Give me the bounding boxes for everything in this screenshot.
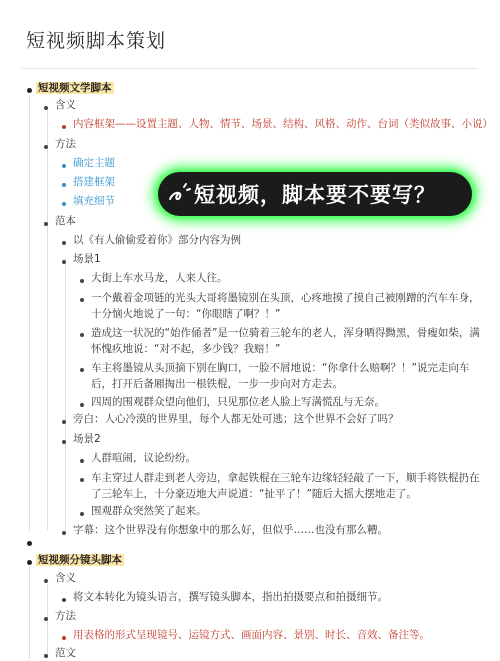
example-label[interactable]: 范文 [55,647,76,659]
title-divider [22,68,478,69]
scene-item[interactable]: 造成这一状况的“始作俑者”是一位骑着三轮车的老人，浑身晒得黝黑，骨瘦如柴，满怀愧疚地说：“对不起，多少钱？我赔！” [91,327,480,355]
bullet [62,440,66,444]
meaning-label[interactable]: 含义 [55,572,76,584]
method-item[interactable]: 搭建框架 [73,176,115,188]
method-text[interactable]: 用表格的形式呈现镜号、运镜方式、画面内容、景别、时长、音效、备注等。 [73,629,430,641]
outline-guide [29,566,30,659]
meaning-text[interactable]: 将文本转化为镜头语言，撰写镜头脚本，指出拍摄要点和拍摄细节。 [73,591,388,603]
title-banner [158,172,472,216]
scene-item[interactable]: 人群喧闹，议论纷纷。 [91,452,196,464]
method-label[interactable]: 方法 [55,610,76,622]
bullet [44,222,48,226]
bullet [80,368,84,372]
sparkle-swirl-icon [166,181,192,207]
outline-guide [47,584,48,659]
scene-item[interactable]: 围观群众突然笑了起来。 [91,505,207,517]
subtitle-line[interactable]: 字幕：这个世界没有你想象中的那么好，但似乎……也没有那么糟。 [73,524,388,536]
section-heading[interactable]: 短视频文学脚本 [38,82,112,94]
bullet [80,512,84,516]
bullet [44,145,48,149]
bullet [80,403,84,407]
bullet [44,654,48,658]
bullet [62,202,66,206]
scene-item[interactable]: 车主将墨镜从头顶摘下别在胸口，一脸不屑地说：“你拿什么赔啊？！”说完走向车后，打开后备厢掏出一根铁棍，一步一步向对方走去。 [91,362,470,390]
method-label[interactable]: 方法 [55,138,76,150]
bullet [62,260,66,264]
bullet [27,88,32,93]
narration[interactable]: 旁白：人心冷漠的世界里，每个人都无处可逃；这个世界不会好了吗？ [73,413,399,425]
bullet [27,560,32,565]
bullet [80,279,84,283]
scene-label[interactable]: 场景2 [73,433,101,445]
bullet [44,106,48,110]
bullet [62,420,66,424]
outline-guide [47,110,48,530]
bullet [62,636,66,640]
bullet [80,459,84,463]
meaning-label[interactable]: 含义 [55,99,76,111]
bullet [62,164,66,168]
bullet [27,541,32,546]
bullet [44,579,48,583]
bullet [80,333,84,337]
scene-label[interactable]: 场景1 [73,253,101,265]
banner-text: 短视频，脚本要不要写？ [194,183,436,207]
bullet [62,598,66,602]
bullet [80,298,84,302]
example-label[interactable]: 范本 [55,215,76,227]
scene-item[interactable]: 车主穿过人群走到老人旁边，拿起铁棍在三轮车边缘轻轻敲了一下，顺手将铁棍扔在了三轮车上，十分豪迈地大声说道：“扯平了！”随后大摇大摆地走了。 [91,472,480,500]
section-heading[interactable]: 短视频分镜头脚本 [38,554,122,566]
method-item[interactable]: 确定主题 [73,157,115,169]
outline-guide [65,258,66,530]
outline-guide [29,96,30,531]
method-item[interactable]: 填充细节 [73,195,115,207]
bullet [62,241,66,245]
scene-item[interactable]: 一个戴着金项链的光头大哥将墨镜别在头顶，心疼地摸了摸自己被刚蹭的汽车车身，十分恼火地说了一句：“你眼瞎了啊？！” [91,292,480,320]
bullet [62,531,66,535]
bullet [62,183,66,187]
page-title: 短视频脚本策划 [26,30,167,52]
example-intro[interactable]: 以《有人偷偷爱着你》部分内容为例 [73,234,241,246]
scene-item[interactable]: 大街上车水马龙，人来人往。 [91,272,228,284]
meaning-text[interactable]: 内容框架——设置主题、人物、情节、场景、结构、风格、动作、台词（类似故事、小说） [73,118,493,130]
bullet [62,125,66,129]
scene-item[interactable]: 四周的围观群众望向他们，只见那位老人脸上写满慌乱与无奈。 [91,396,385,408]
bullet [44,617,48,621]
bullet [80,478,84,482]
